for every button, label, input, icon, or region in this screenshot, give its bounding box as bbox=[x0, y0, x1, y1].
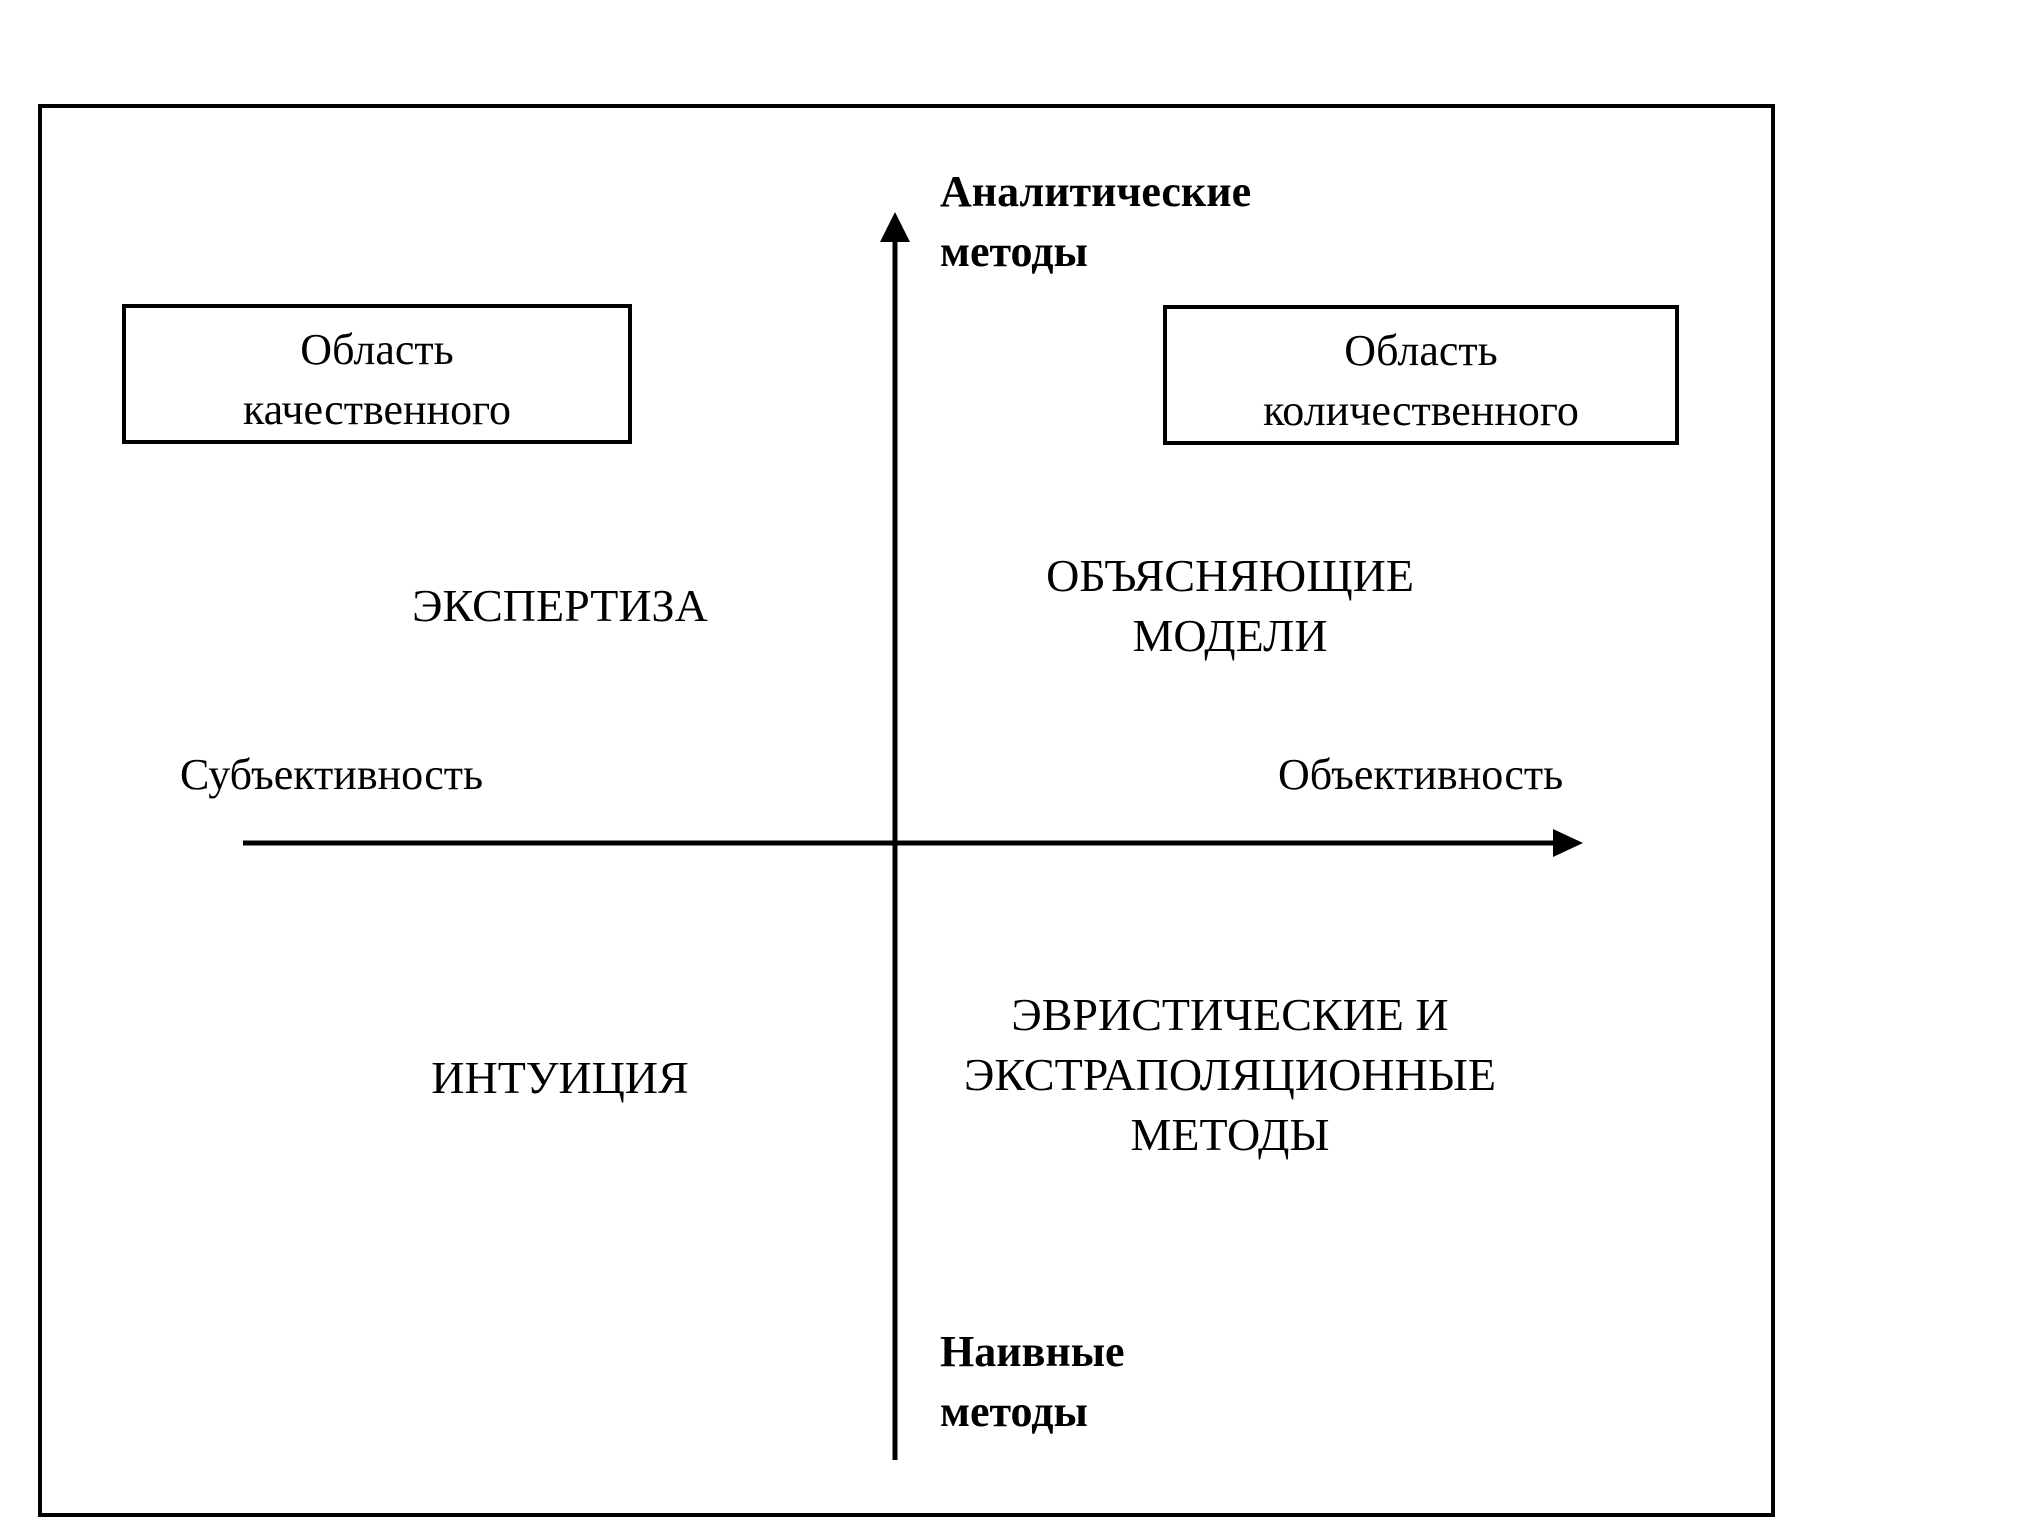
quadrant-bottom-left-line-1: ИНТУИЦИЯ bbox=[431, 1052, 689, 1103]
quadrant-bottom-right-line-1: ЭВРИСТИЧЕСКИЕ И bbox=[1011, 989, 1449, 1040]
quadrant-top-right bbox=[980, 546, 1480, 666]
quantitative-area-line-2: количественного bbox=[1263, 386, 1579, 435]
qualitative-area-box bbox=[122, 304, 632, 444]
quantitative-area-line-1: Область bbox=[1344, 326, 1498, 375]
quadrant-bottom-right-line-3: МЕТОДЫ bbox=[1130, 1109, 1330, 1160]
left-axis-label: Субъективность bbox=[180, 750, 484, 799]
bottom-axis-label-line-2: методы bbox=[940, 1387, 1088, 1436]
top-axis-label-line-2: методы bbox=[940, 227, 1088, 276]
bottom-axis-label bbox=[940, 1322, 1125, 1442]
horizontal-axis-arrow bbox=[1553, 829, 1583, 857]
quadrant-bottom-right-line-2: ЭКСТРАПОЛЯЦИОННЫЕ bbox=[964, 1049, 1496, 1100]
top-axis-label bbox=[940, 162, 1251, 282]
quadrant-top-left bbox=[360, 576, 760, 636]
vertical-axis-arrow bbox=[880, 212, 910, 242]
quantitative-area-box bbox=[1163, 305, 1679, 445]
quadrant-top-right-line-1: ОБЪЯСНЯЮЩИЕ bbox=[1046, 550, 1414, 601]
quadrant-top-right-line-2: МОДЕЛИ bbox=[1132, 610, 1328, 661]
qualitative-area-line-1: Область bbox=[300, 325, 454, 374]
bottom-axis-label-line-1: Наивные bbox=[940, 1327, 1125, 1376]
right-axis-label: Объективность bbox=[1278, 750, 1564, 799]
quadrant-bottom-right bbox=[915, 985, 1545, 1165]
quadrant-bottom-left bbox=[360, 1048, 760, 1108]
qualitative-area-line-2: качественного bbox=[242, 385, 512, 434]
top-axis-label-line-1: Аналитические bbox=[940, 167, 1252, 216]
quadrant-top-left-line-1: ЭКСПЕРТИЗА bbox=[412, 580, 708, 631]
